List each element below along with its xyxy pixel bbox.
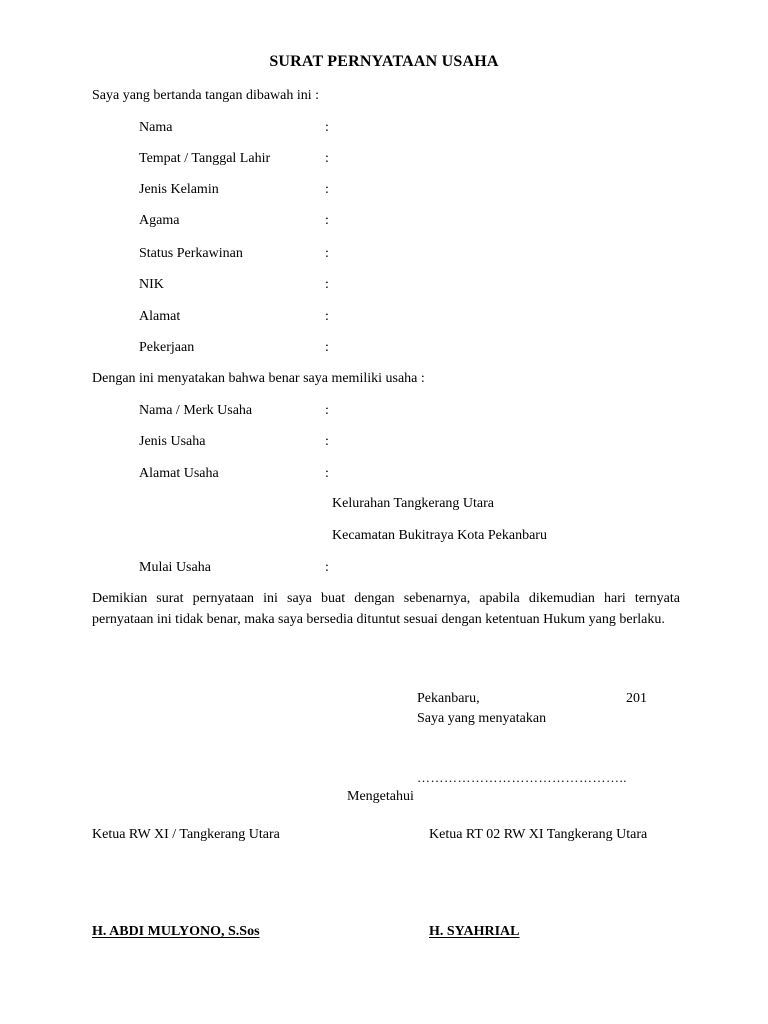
field-label: Agama bbox=[139, 213, 180, 228]
left-signatory-role: Ketua RW XI / Tangkerang Utara bbox=[92, 827, 280, 842]
address-line-kecamatan: Kecamatan Bukitraya Kota Pekanbaru bbox=[332, 528, 547, 543]
field-row-alamat bbox=[139, 309, 539, 325]
field-row-pekerjaan bbox=[139, 340, 539, 356]
field-row-jenis-usaha bbox=[139, 434, 539, 450]
field-row-nama-merk-usaha bbox=[139, 403, 539, 419]
intro-text: Saya yang bertanda tangan dibawah ini : bbox=[92, 88, 320, 103]
field-row-alamat-usaha bbox=[139, 466, 539, 482]
signature-dotted-line: ……………………………………….. bbox=[417, 770, 627, 785]
signature-year: 201 bbox=[626, 691, 647, 706]
acknowledged-label: Mengetahui bbox=[347, 789, 414, 804]
address-line-kelurahan: Kelurahan Tangkerang Utara bbox=[332, 496, 495, 511]
closing-paragraph: Demikian surat pernyataan ini saya buat dengan sebenarnya, apabila dikemudian hari ternyata pernyataan ini tidak benar, maka saya bersedia dituntut sesuai dengan ketentuan Hukum yang berlaku. bbox=[92, 591, 680, 627]
field-row-nama bbox=[139, 120, 539, 136]
field-label: Jenis Kelamin bbox=[139, 182, 219, 197]
field-label: Nama / Merk Usaha bbox=[139, 403, 253, 418]
field-colon: : bbox=[325, 182, 329, 197]
field-colon: : bbox=[325, 434, 329, 449]
left-signatory-name: H. ABDI MULYONO, S.Sos bbox=[92, 924, 260, 939]
field-label: Status Perkawinan bbox=[139, 246, 243, 261]
field-row-status-perkawinan bbox=[139, 246, 539, 262]
field-colon: : bbox=[325, 403, 329, 418]
signature-statement: Saya yang menyatakan bbox=[417, 711, 547, 726]
right-signatory-role: Ketua RT 02 RW XI Tangkerang Utara bbox=[429, 827, 648, 842]
field-row-jenis-kelamin bbox=[139, 182, 539, 198]
field-label: Alamat Usaha bbox=[139, 466, 219, 481]
field-row-mulai-usaha bbox=[139, 560, 539, 576]
field-label: Mulai Usaha bbox=[139, 560, 211, 575]
field-colon: : bbox=[325, 246, 329, 261]
field-label: Jenis Usaha bbox=[139, 434, 206, 449]
field-colon: : bbox=[325, 309, 329, 324]
field-row-tempat-tanggal-lahir bbox=[139, 151, 539, 167]
field-label: Nama bbox=[139, 120, 173, 135]
field-label: Alamat bbox=[139, 309, 181, 324]
field-colon: : bbox=[325, 340, 329, 355]
business-intro-text: Dengan ini menyatakan bahwa benar saya memiliki usaha : bbox=[92, 371, 425, 386]
field-label: Pekerjaan bbox=[139, 340, 195, 355]
field-colon: : bbox=[325, 277, 329, 292]
field-label: NIK bbox=[139, 277, 164, 292]
signature-place: Pekanbaru, bbox=[417, 691, 480, 706]
field-colon: : bbox=[325, 151, 329, 166]
field-colon: : bbox=[325, 560, 329, 575]
field-colon: : bbox=[325, 466, 329, 481]
right-signatory-name: H. SYAHRIAL bbox=[429, 924, 520, 939]
field-colon: : bbox=[325, 213, 329, 228]
field-label: Tempat / Tanggal Lahir bbox=[139, 151, 271, 166]
document-title: SURAT PERNYATAAN USAHA bbox=[269, 53, 499, 70]
field-row-agama bbox=[139, 213, 539, 229]
field-row-nik bbox=[139, 277, 539, 293]
field-colon: : bbox=[325, 120, 329, 135]
